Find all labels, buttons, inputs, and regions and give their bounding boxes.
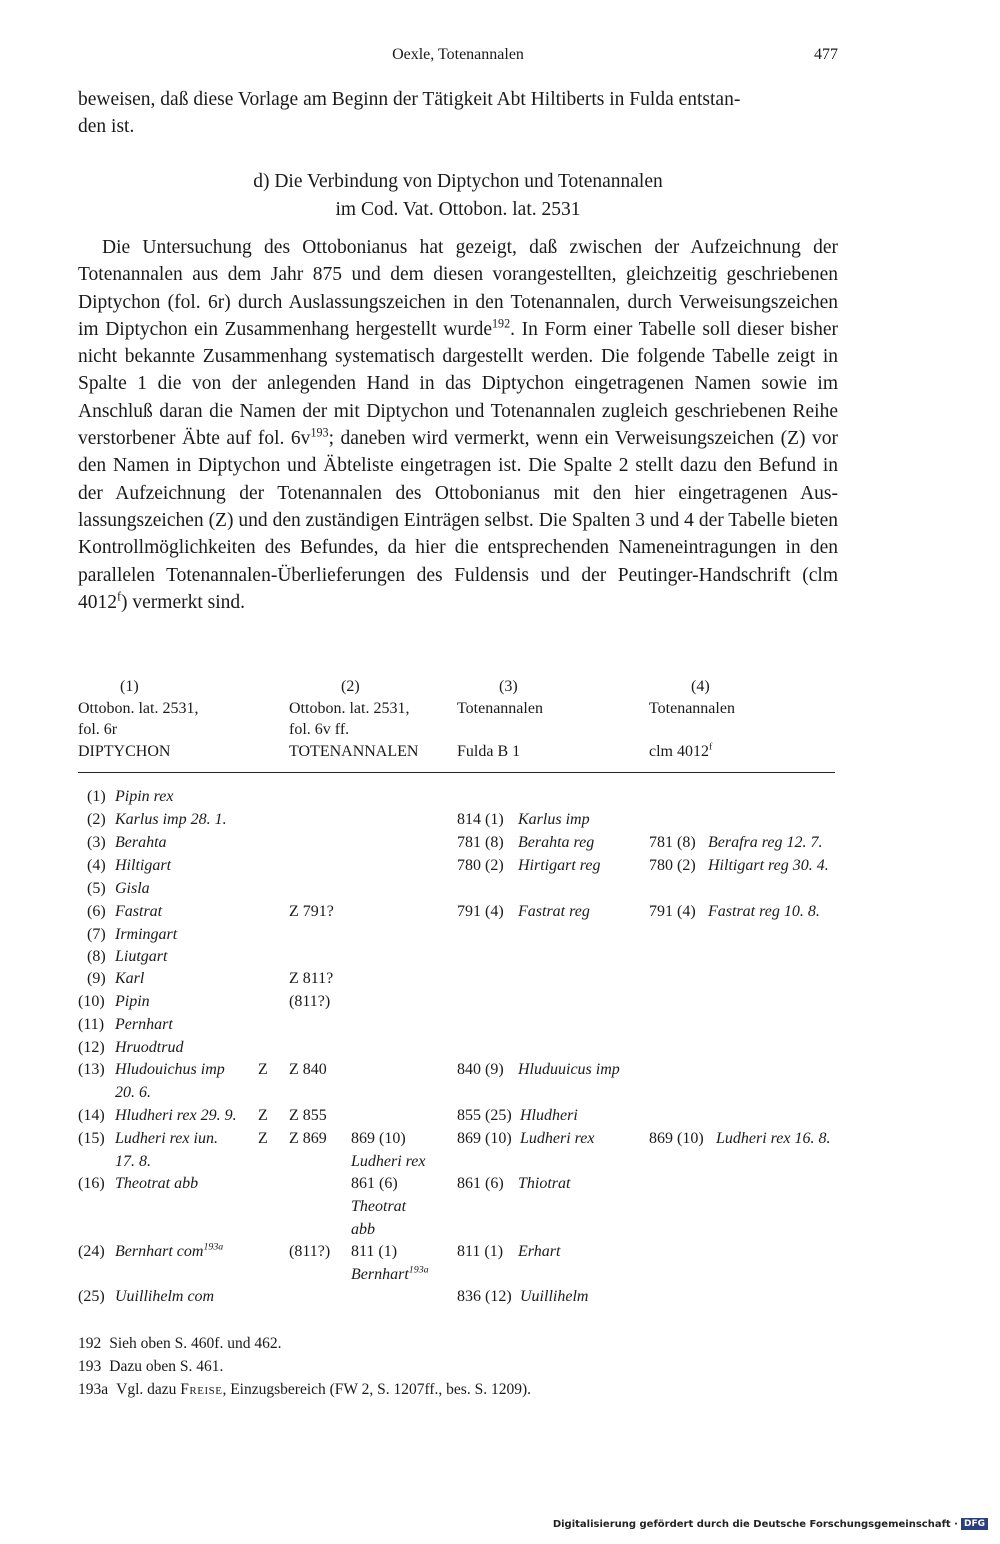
table-cell-name: Hiltigart: [115, 857, 172, 874]
table-cell-c3: 791 (4): [457, 903, 504, 920]
table-cell-c3name: Berahta reg: [518, 834, 595, 851]
table-cell-num: (9): [87, 970, 106, 987]
table-cell-name: Karl: [115, 970, 145, 987]
table-cell-c4name: Hiltigart reg 30. 4.: [708, 857, 829, 874]
table-cell-z: Z: [258, 1130, 268, 1147]
column-number: (2): [341, 678, 360, 695]
paragraph-text: . In Form einer Tabelle soll dieser bisher nicht bekannte Zusammenhang systematisch dargestellt werden. Die folgende Tabelle zeigt in Spalte 1 die von der anlegenden Hand in das Diptychon eingetragenen Namen sowie im Anschluß daran die Namen der mit Diptychon und Totenannalen zugleich geschriebenen Reihe verstorbener Äbte auf fol. 6v: [78, 318, 838, 450]
table-cell-c2: (811?): [289, 1243, 331, 1260]
table-row: [78, 903, 848, 925]
table-row: [78, 993, 848, 1015]
dfg-notice: [553, 1518, 988, 1530]
table-cell-c3: 811 (1): [457, 1243, 504, 1260]
table-cell-name: Hruodtrud: [115, 1039, 184, 1056]
column-label: TOTENANNALEN: [289, 742, 419, 760]
footnote-text: Dazu oben S. 461.: [109, 1358, 224, 1375]
table-cell-c2b: 811 (1): [351, 1243, 398, 1260]
table-cell-c2: Z 811?: [289, 970, 334, 987]
table-cell-num: (1): [87, 788, 106, 805]
table-cell-c3: 836 (12): [457, 1288, 512, 1305]
column-header-3: [457, 676, 543, 762]
table-cell-name: Hludouichus imp: [115, 1061, 225, 1078]
table-cell-c2: Z 791?: [289, 903, 334, 920]
dfg-logo-icon: DFG: [961, 1518, 988, 1530]
table-row: [78, 1288, 848, 1310]
table-cell-c4: 791 (4): [649, 903, 696, 920]
table-cell-c2: Z 855: [289, 1107, 327, 1124]
column-source: Ottobon. lat. 2531,: [289, 699, 410, 717]
footnote-text: Vgl. dazu: [116, 1381, 181, 1398]
table-cell-num: (14): [78, 1107, 105, 1124]
column-number: (1): [120, 678, 139, 695]
page-number: 477: [814, 46, 838, 63]
table-cell-c2: (811?): [289, 993, 331, 1010]
footnote-ref[interactable]: 193a: [408, 1264, 429, 1276]
table-row: [78, 811, 848, 833]
paragraph-text: ; daneben wird vermerkt, wenn ein Verweisungszeichen (Z) vor den Namen in Diptychon und Äbteliste eingetragen ist. Die Spalte 2 stellt dazu den Befund in der Aufzeichnung der Totenannalen des Ottobonianus mit den hier eingetragenen Auslassungszeichen (Z) und den zuständigen Einträgen selbst. Die Spalten 3 und 4 der Tabelle bieten Kontrollmöglichkeiten des Befundes, da hier die entsprechenden Nameneintragungen in den parallelen Totenannalen-Überlieferungen des Fuldensis und der Peutinger-Handschrift (clm 4012: [78, 428, 838, 613]
table-row: [78, 788, 848, 810]
table-cell-name: Fastrat: [115, 903, 163, 920]
table-cell-num: (10): [78, 993, 105, 1010]
footnote: [78, 1378, 838, 1401]
table-row: [78, 1039, 848, 1061]
table-cell-c2b-cont: Bernhart$^{193a}$: [351, 1264, 429, 1283]
table-cell-num: (24): [78, 1243, 105, 1260]
column-folio: fol. 6r: [78, 721, 118, 738]
column-header-2: [289, 676, 418, 762]
table-cell-num: (16): [78, 1175, 105, 1192]
table-cell-name: Uuillihelm com: [115, 1288, 215, 1305]
table-cell-c2b-cont: Ludheri rex: [351, 1153, 426, 1170]
footnote-number: 193: [78, 1358, 102, 1375]
table-cell-num: (15): [78, 1130, 105, 1147]
table-cell-c3name: Uuillihelm: [520, 1288, 589, 1305]
table-cell-c2b: 869 (10): [351, 1130, 406, 1147]
table-cell-c4name: Fastrat reg 10. 8.: [708, 903, 820, 920]
table-cell-name: Pipin rex: [115, 788, 174, 805]
table-cell-name-cont: 17. 8.: [115, 1153, 151, 1170]
table-cell-name: Liutgart: [115, 948, 168, 965]
table-cell-c3: 814 (1): [457, 811, 504, 828]
table-cell-name: Pernhart: [115, 1016, 173, 1033]
table-cell-num: (8): [87, 948, 106, 965]
running-title: Oexle, Totenannalen: [392, 46, 524, 63]
table-cell-name: Pipin: [115, 993, 150, 1010]
column-label: DIPTYCHON: [78, 742, 171, 760]
table-row: [78, 1061, 848, 1083]
column-source: Totenannalen: [649, 699, 735, 717]
paragraph-line: den ist.: [78, 116, 135, 138]
footnote-number: 192: [78, 1335, 102, 1352]
superscript: f: [117, 589, 122, 604]
table-row: [78, 1175, 848, 1197]
table-cell-num: (6): [87, 903, 106, 920]
table-cell-c3name: Hluduuicus imp: [518, 1061, 620, 1078]
footnotes: [78, 1332, 838, 1401]
table-cell-c4: 781 (8): [649, 834, 696, 851]
table-row: [78, 1016, 848, 1038]
table-row: [78, 948, 848, 970]
table-cell-c2: Z 840: [289, 1061, 327, 1078]
main-paragraph: [78, 234, 838, 616]
table-row: [78, 1243, 848, 1265]
table-row: [78, 1130, 848, 1152]
table-cell-name: Gisla: [115, 880, 150, 897]
table-cell-num: (5): [87, 880, 106, 897]
table-cell-z: Z: [258, 1061, 268, 1078]
footnote-text: , Einzugsbereich (FW 2, S. 1207ff., bes. S. 1209).: [222, 1381, 532, 1398]
table-cell-z: Z: [258, 1107, 268, 1124]
footnote-ref[interactable]: 192: [492, 316, 511, 331]
table-cell-name: Karlus imp 28. 1.: [115, 811, 227, 828]
footnote-number: 193a: [78, 1381, 109, 1398]
footnote: [78, 1355, 838, 1378]
table-cell-c2b-cont: Theotrat: [351, 1198, 407, 1215]
table-cell-num: (11): [78, 1016, 105, 1033]
footnote-text: Sieh oben S. 460f. und 462.: [109, 1335, 282, 1352]
column-number: (4): [691, 678, 710, 695]
table-row: [78, 970, 848, 992]
table-cell-c3: 855 (25): [457, 1107, 512, 1124]
table-cell-name: Berahta: [115, 834, 167, 851]
table-cell-num: (13): [78, 1061, 105, 1078]
table-cell-c2b-cont: abb: [351, 1221, 375, 1238]
column-source: Totenannalen: [457, 699, 543, 717]
table-cell-c2: Z 869: [289, 1130, 327, 1147]
table-cell-c3name: Karlus imp: [518, 811, 590, 828]
dfg-text: Digitalisierung gefördert durch die Deutsche Forschungsgemeinschaft ·: [552, 1519, 958, 1530]
paragraph-continuation: [78, 86, 838, 141]
footnote: [78, 1332, 838, 1355]
table-cell-num: (4): [87, 857, 106, 874]
table-rule: [78, 772, 835, 773]
paragraph-text: ) vermerkt sind.: [121, 591, 246, 613]
table-row: [78, 926, 848, 948]
table-cell-c3: 861 (6): [457, 1175, 504, 1192]
table-cell-name-cont: 20. 6.: [115, 1084, 151, 1101]
table-cell-name: Bernhart com$^{193a}$: [115, 1241, 224, 1260]
column-header-1: [78, 676, 198, 762]
table-cell-name: Irmingart: [115, 926, 178, 943]
paragraph-text: Die Untersuchung des Ottobonianus hat gezeigt, daß zwischen der Aufzeichnung der Totenannalen aus dem Jahr 875 und dem diesen vorangestellten, gleichzeitig geschriebenen Diptychon (fol. 6r) durch Auslassungszeichen in den Totenannalen, durch Verweisungszeichen im Diptychon ein Zusammenhang hergestellt wurde: [78, 237, 838, 340]
table-cell-num: (12): [78, 1039, 105, 1056]
section-heading-line: d) Die Verbindung von Diptychon und Totenannalen: [253, 171, 663, 192]
footnote-ref[interactable]: 193a: [203, 1241, 224, 1253]
table-cell-c4: 780 (2): [649, 857, 696, 874]
table-cell-num: (25): [78, 1288, 105, 1305]
table-cell-num: (2): [87, 811, 106, 828]
table-cell-c3name: Fastrat reg: [518, 903, 590, 920]
table-row: [78, 1107, 848, 1129]
table-cell-c3name: Ludheri rex: [520, 1130, 595, 1147]
column-label: Fulda B 1: [457, 742, 521, 760]
table-cell-num: (7): [87, 926, 106, 943]
table-cell-c3name: Hirtigart reg: [518, 857, 601, 874]
column-folio: fol. 6v ff.: [289, 721, 350, 738]
table-cell-num: (3): [87, 834, 106, 851]
column-label: clm 4012$^f$: [649, 741, 713, 760]
section-heading: [78, 168, 838, 224]
table-cell-c3name: Erhart: [518, 1243, 561, 1260]
column-header-4: [649, 676, 735, 762]
table-cell-c3: 780 (2): [457, 857, 504, 874]
table-row: [78, 857, 848, 879]
table-cell-c4name: Ludheri rex 16. 8.: [716, 1130, 831, 1147]
table-row: [78, 880, 848, 902]
column-number: (3): [499, 678, 518, 695]
table-cell-c4name: Berafra reg 12. 7.: [708, 834, 823, 851]
table-cell-name: Ludheri rex iun.: [115, 1130, 218, 1147]
running-header: [78, 46, 838, 70]
table-cell-c4: 869 (10): [649, 1130, 704, 1147]
section-heading-line: im Cod. Vat. Ottobon. lat. 2531: [335, 199, 581, 220]
table-cell-c3name: Hludheri: [520, 1107, 578, 1124]
column-source: Ottobon. lat. 2531,: [78, 699, 199, 717]
table-row: [78, 834, 848, 856]
table-cell-name: Theotrat abb: [115, 1175, 199, 1192]
paragraph-line: beweisen, daß diese Vorlage am Beginn der Tätigkeit Abt Hiltiberts in Fulda entstan-: [78, 89, 741, 110]
author-name: Freise: [180, 1381, 223, 1398]
table-cell-name: Hludheri rex 29. 9.: [115, 1107, 237, 1124]
table-cell-c3: 840 (9): [457, 1061, 504, 1078]
table-cell-c2b: 861 (6): [351, 1175, 398, 1192]
table-cell-c3: 781 (8): [457, 834, 504, 851]
table-cell-c3name: Thiotrat: [518, 1175, 571, 1192]
footnote-ref[interactable]: 193: [310, 425, 329, 440]
table-cell-c3: 869 (10): [457, 1130, 512, 1147]
